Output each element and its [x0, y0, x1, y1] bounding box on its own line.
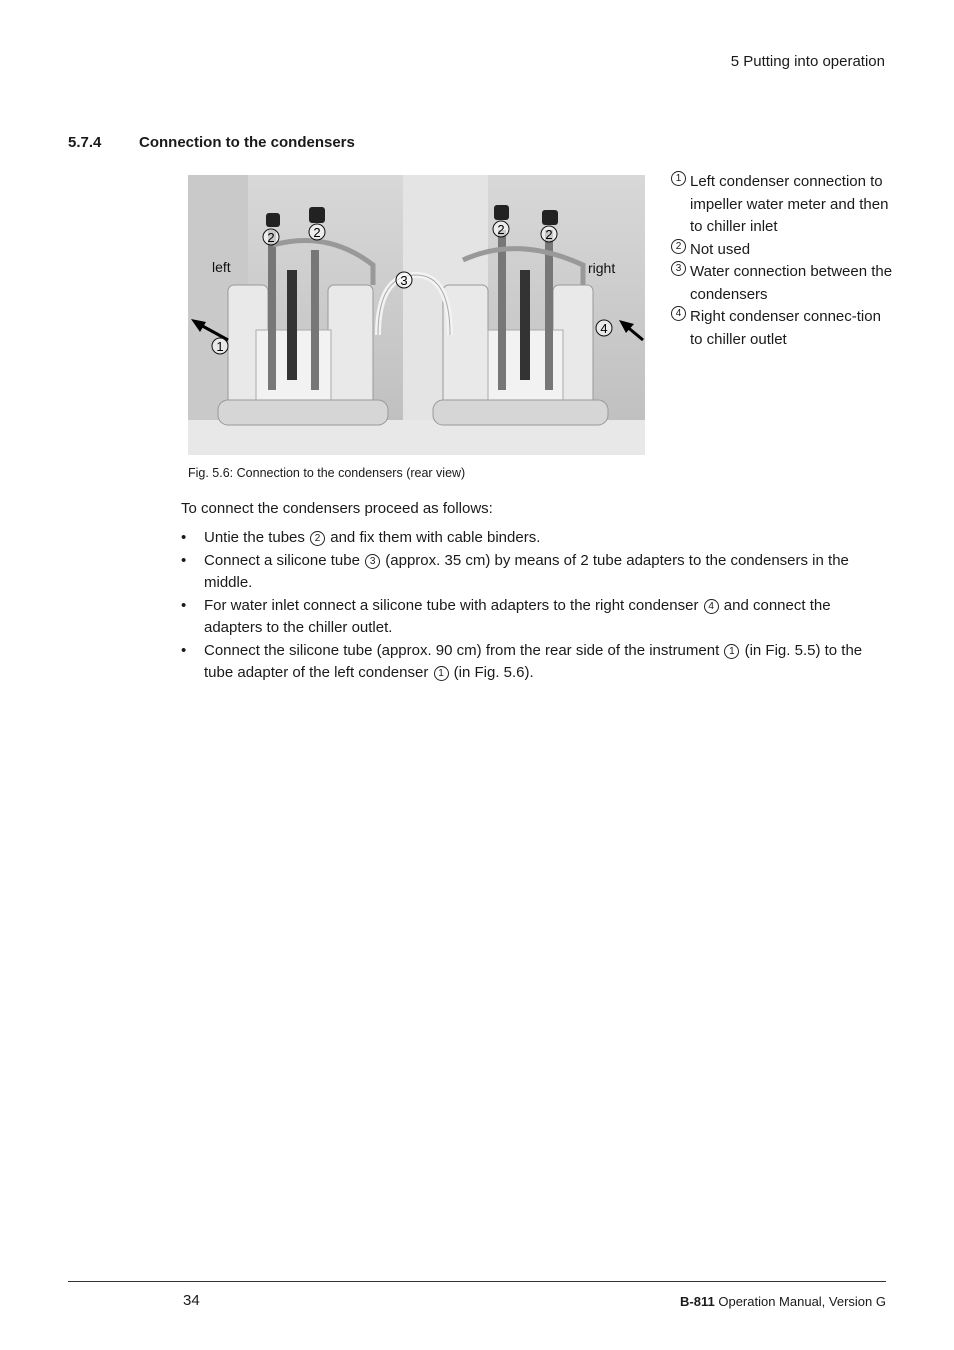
list-item	[181, 527, 891, 550]
ref-marker: 1	[434, 666, 449, 681]
list-item	[181, 550, 891, 595]
list-text: (in Fig. 5.6).	[449, 664, 534, 681]
footer-manual-title	[560, 1294, 886, 1309]
bullet-mark: •	[181, 641, 187, 659]
page-number: 34	[183, 1292, 200, 1309]
list-item	[181, 640, 891, 685]
list-text: Connect a silicone tube	[204, 551, 365, 569]
list-text: Connect the silicone tube (approx. 90 cm) from the rear side of the instrument	[204, 641, 724, 659]
manual-version: Operation Manual, Version G	[714, 1294, 886, 1309]
figure-marker-4: 4	[600, 321, 608, 336]
legend-text: Not used	[690, 240, 751, 258]
figure-marker-3: 3	[400, 273, 408, 288]
legend-number: 3	[671, 261, 686, 276]
model-name: B-811	[680, 1294, 715, 1309]
list-text: and fix them with cable binders.	[326, 529, 541, 546]
list-text: For water inlet connect a silicone tube with adapters to the right condenser	[204, 596, 703, 614]
legend-text: Water connection between the condensers	[690, 263, 893, 303]
legend-number: 4	[671, 306, 686, 321]
figure-marker-2d: 2	[545, 227, 553, 242]
figure-marker-2a: 2	[267, 230, 275, 245]
bullet-mark: •	[181, 596, 187, 614]
figure-label-left: left	[212, 259, 231, 275]
ref-marker: 3	[365, 554, 380, 569]
section-number: 5.7.4	[68, 134, 102, 151]
list-item	[181, 595, 891, 640]
intro-text: To connect the condensers proceed as follows:	[181, 500, 493, 517]
ref-marker: 2	[310, 531, 325, 546]
section-title: Connection to the condensers	[139, 134, 355, 151]
legend-number: 2	[671, 239, 686, 254]
list-text: Untie the tubes	[204, 529, 310, 546]
ref-marker: 4	[704, 599, 719, 614]
footer-divider	[68, 1281, 886, 1282]
legend-number: 1	[671, 171, 686, 186]
figure-marker-2b: 2	[313, 225, 321, 240]
legend-text: Left condenser connection to impeller water meter and then to chiller inlet	[690, 173, 889, 235]
figure-legend	[670, 171, 895, 351]
legend-item	[670, 239, 895, 262]
legend-text: Right condenser connec-tion to chiller outlet	[690, 308, 881, 348]
instruction-list	[181, 527, 891, 685]
figure-caption: Fig. 5.6: Connection to the condensers (rear view)	[188, 466, 466, 480]
chapter-header: 5 Putting into operation	[730, 53, 885, 70]
list-text: (approx. 35 cm) by means of 2 tube adapters to the condensers in the middle.	[204, 551, 849, 591]
legend-item	[670, 261, 895, 306]
figure-marker-1: 1	[216, 339, 224, 354]
legend-item	[670, 171, 895, 239]
legend-item	[670, 306, 895, 351]
figure-marker-2c: 2	[497, 222, 505, 237]
list-text: and connect the adapters to the chiller outlet.	[204, 596, 831, 636]
bullet-mark: •	[181, 529, 187, 546]
list-text: (in Fig. 5.5) to the tube adapter of the left condenser	[204, 641, 863, 681]
condenser-photo	[188, 175, 645, 455]
figure-label-right: right	[588, 260, 616, 276]
bullet-mark: •	[181, 551, 187, 569]
ref-marker: 1	[724, 644, 739, 659]
